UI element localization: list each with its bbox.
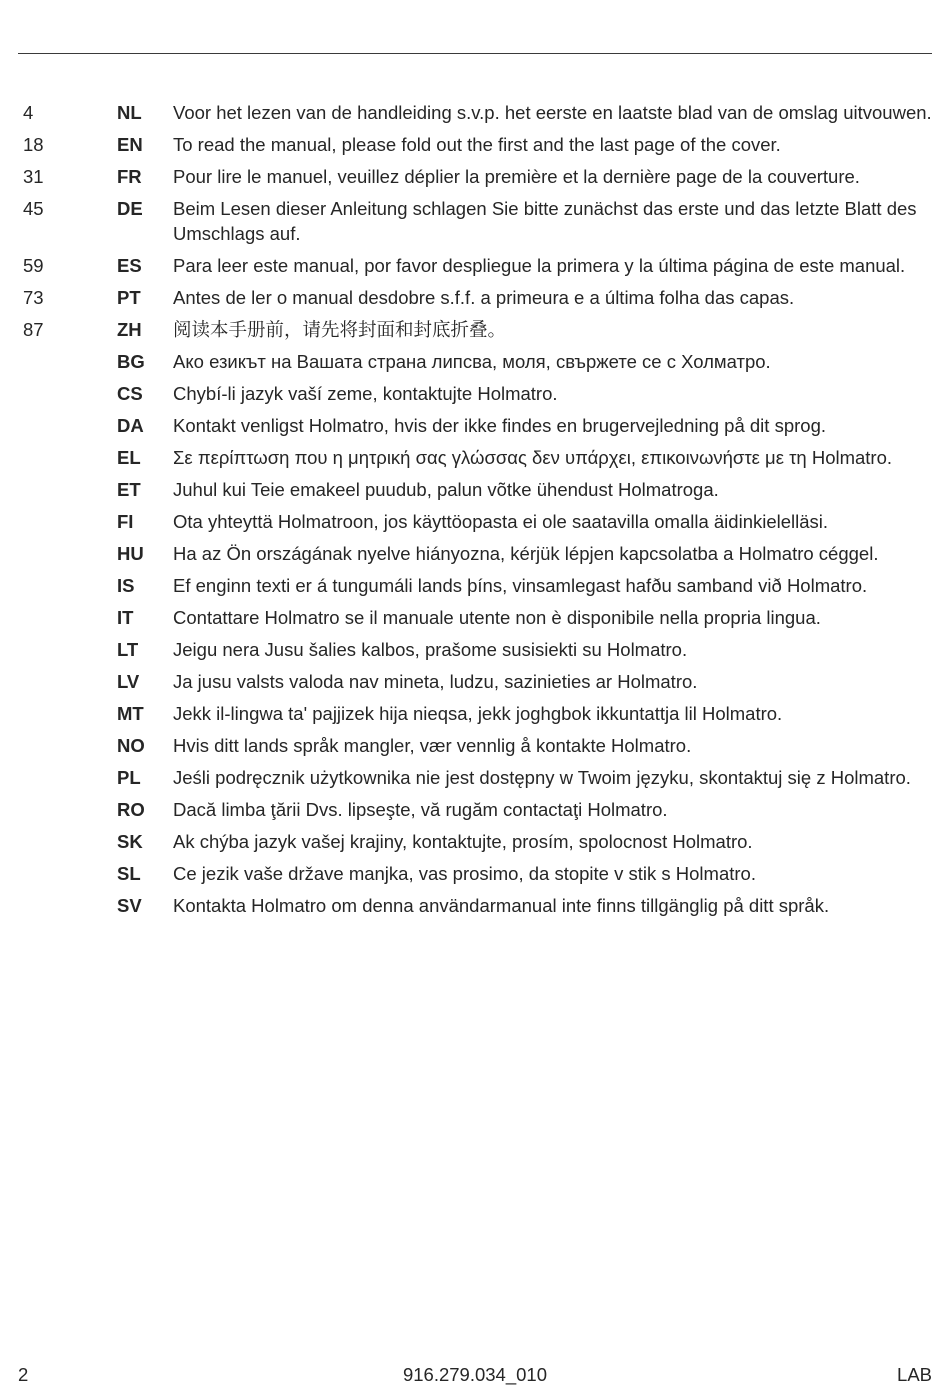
language-code: EN	[117, 134, 143, 155]
language-row	[0, 605, 950, 630]
language-code: BG	[117, 351, 145, 372]
language-row	[0, 285, 950, 310]
language-code: HU	[117, 543, 144, 564]
language-instruction: Dacă limba ţării Dvs. lipseşte, vă rugăm contactaţi Holmatro.	[173, 799, 668, 820]
language-code: RO	[117, 799, 145, 820]
language-row	[0, 637, 950, 662]
language-row	[0, 349, 950, 374]
language-code: IT	[117, 607, 134, 628]
language-row	[0, 893, 950, 918]
language-row	[0, 541, 950, 566]
language-instruction: Kontakta Holmatro om denna användarmanual inte finns tillgänglig på ditt språk.	[173, 895, 830, 916]
language-row	[0, 317, 950, 342]
language-code: FR	[117, 166, 142, 187]
language-instruction: Ce jezik vaše države manjka, vas prosimo, da stopite v stik s Holmatro.	[173, 863, 756, 884]
language-instruction: 阅读本手册前，请先将封面和封底折叠。	[173, 319, 507, 340]
language-row	[0, 413, 950, 438]
footer-page-number: 2	[18, 1364, 29, 1385]
language-code: CS	[117, 383, 143, 404]
language-instruction: Jeigu nera Jusu šalies kalbos, prašome susisiekti su Holmatro.	[173, 639, 688, 660]
language-row	[0, 253, 950, 278]
footer-doc-number: 916.279.034_010	[402, 1364, 548, 1385]
language-instruction: Ако езикът на Вашата страна липсва, моля, свържете се с Холматро.	[173, 351, 771, 372]
language-page-number: 31	[23, 166, 44, 187]
language-code: SK	[117, 831, 143, 852]
footer-label: LAB	[897, 1364, 932, 1385]
language-row	[0, 669, 950, 694]
language-code: NO	[117, 735, 145, 756]
language-row	[0, 861, 950, 886]
language-code: NL	[117, 102, 142, 123]
language-code: EL	[117, 447, 141, 468]
language-instruction: Juhul kui Teie emakeel puudub, palun võtke ühendust Holmatroga.	[173, 479, 719, 500]
language-code: MT	[117, 703, 144, 724]
header-rule	[18, 53, 932, 54]
language-row	[0, 445, 950, 470]
language-row	[0, 797, 950, 822]
language-page-number: 87	[23, 319, 44, 340]
language-code: ZH	[117, 319, 142, 340]
language-instruction: To read the manual, please fold out the first and the last page of the cover.	[173, 134, 781, 155]
language-instruction: Kontakt venligst Holmatro, hvis der ikke findes en brugervejledning på dit sprog.	[173, 415, 826, 436]
language-instruction: Jekk il-lingwa ta' pajjizek hija nieqsa, jekk joghgbok ikkuntattja lil Holmatro.	[173, 703, 783, 724]
language-instruction: Hvis ditt lands språk mangler, vær vennlig å kontakte Holmatro.	[173, 735, 692, 756]
language-page-number: 4	[23, 102, 34, 123]
language-code: ET	[117, 479, 141, 500]
language-instruction: Ha az Ön országának nyelve hiányozna, kérjük lépjen kapcsolatba a Holmatro céggel.	[173, 543, 879, 564]
language-instruction: Pour lire le manuel, veuillez déplier la première et la dernière page de la couverture.	[173, 166, 860, 187]
language-page-number: 59	[23, 255, 44, 276]
language-code: PL	[117, 767, 141, 788]
language-row	[0, 164, 950, 189]
language-instruction: Ja jusu valsts valoda nav mineta, ludzu, sazinieties ar Holmatro.	[173, 671, 698, 692]
language-page-number: 18	[23, 134, 44, 155]
language-row	[0, 765, 950, 790]
language-instruction: Para leer este manual, por favor despliegue la primera y la última página de este manual.	[173, 255, 906, 276]
language-row	[0, 509, 950, 534]
language-row	[0, 196, 950, 246]
language-instruction: Jeśli podręcznik użytkownika nie jest dostępny w Twoim języku, skontaktuj się z Holmatro.	[173, 767, 911, 788]
language-instruction: Chybí-li jazyk vaší zeme, kontaktujte Holmatro.	[173, 383, 558, 404]
language-row	[0, 829, 950, 854]
language-list	[0, 100, 950, 925]
language-code: LT	[117, 639, 139, 660]
language-instruction: Voor het lezen van de handleiding s.v.p. het eerste en laatste blad van de omslag uitvouwen.	[173, 102, 932, 123]
language-row	[0, 573, 950, 598]
language-row	[0, 701, 950, 726]
language-instruction: Ota yhteyttä Holmatroon, jos käyttöopasta ei ole saatavilla omalla äidinkielelläsi.	[173, 511, 829, 532]
language-code: ES	[117, 255, 142, 276]
language-row	[0, 132, 950, 157]
language-row	[0, 477, 950, 502]
language-instruction: Antes de ler o manual desdobre s.f.f. a primeura e a última folha das capas.	[173, 287, 795, 308]
language-page-number: 45	[23, 198, 44, 219]
language-row	[0, 733, 950, 758]
language-code: DE	[117, 198, 143, 219]
language-code: IS	[117, 575, 135, 596]
language-row	[0, 381, 950, 406]
language-instruction: Ef enginn texti er á tungumáli lands þíns, vinsamlegast hafðu samband við Holmatro.	[173, 575, 868, 596]
language-code: FI	[117, 511, 134, 532]
language-instruction: Beim Lesen dieser Anleitung schlagen Sie bitte zunächst das erste und das letzte Blatt des Umschlags auf.	[173, 198, 917, 244]
language-page-number: 73	[23, 287, 44, 308]
language-code: PT	[117, 287, 141, 308]
language-instruction: Σε περίπτωση που η μητρική σας γλώσσας δεν υπάρχει, επικοινωνήστε με τη Holmatro.	[173, 447, 893, 468]
language-code: SV	[117, 895, 142, 916]
language-instruction: Ak chýba jazyk vašej krajiny, kontaktujte, prosím, spolocnost Holmatro.	[173, 831, 753, 852]
language-instruction: Contattare Holmatro se il manuale utente non è disponibile nella propria lingua.	[173, 607, 821, 628]
language-row	[0, 100, 950, 125]
language-code: DA	[117, 415, 144, 436]
language-code: LV	[117, 671, 140, 692]
language-code: SL	[117, 863, 141, 884]
